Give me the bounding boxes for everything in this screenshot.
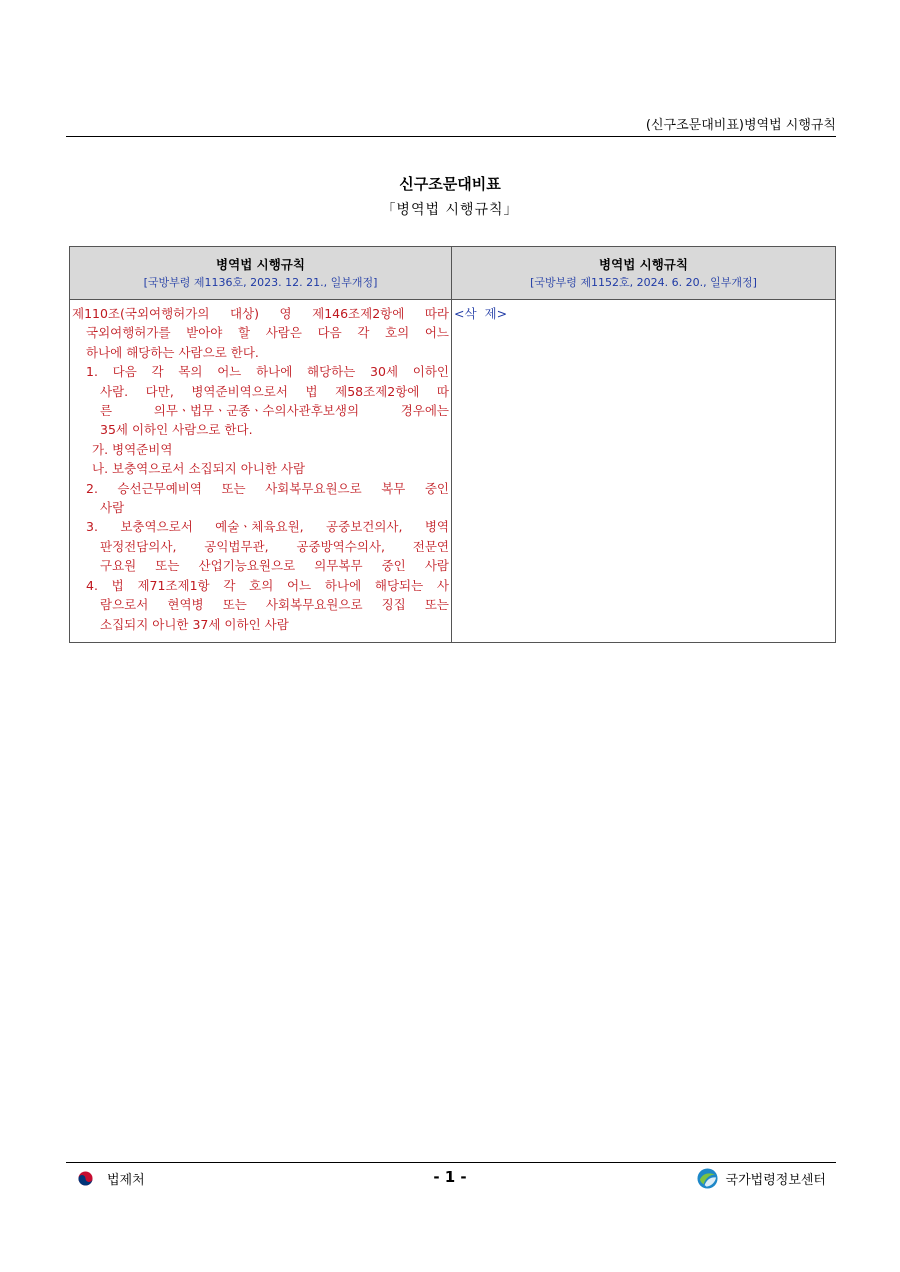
text-line: 국외여행허가를 받아야 할 사람은 다음 각 호의 어느 bbox=[86, 325, 449, 341]
footer-left-label: 법제처 bbox=[107, 1173, 145, 1188]
text-line: 35세 이하인 사람으로 한다. bbox=[100, 422, 253, 438]
table-header-row bbox=[70, 247, 836, 300]
text-line: 람으로서 현역병 또는 사회복무요원으로 징집 또는 bbox=[100, 597, 449, 613]
article-heading-line: 제110조(국외여행허가의 대상) 영 제146조제2항에 따라 bbox=[72, 306, 449, 321]
text-line: 사람 bbox=[100, 500, 125, 516]
new-column-header bbox=[452, 247, 836, 300]
text-line: 른 의무ㆍ법무ㆍ군종ㆍ수의사관후보생의 경우에는 bbox=[100, 403, 449, 419]
text-line: 소집되지 아니한 37세 이하인 사람 bbox=[100, 616, 289, 632]
globe-logo-icon bbox=[697, 1168, 718, 1189]
document-title: 신구조문대비표 bbox=[399, 175, 501, 193]
text-line: 구요원 또는 산업기능요원으로 의무복무 중인 사람 bbox=[100, 558, 449, 574]
footer-right-label: 국가법령정보센터 bbox=[725, 1173, 826, 1188]
old-column-header bbox=[70, 247, 452, 300]
new-column-meta: [국방부령 제1152호, 2024. 6. 20., 일부개정] bbox=[530, 275, 757, 289]
item-4-line: 4. 법 제71조제1항 각 호의 어느 하나에 해당되는 사 bbox=[86, 577, 449, 593]
document-subtitle: 「병역법 시행규칙」 bbox=[381, 202, 519, 218]
item-3-line: 3. 보충역으로서 예술ㆍ체육요원, 공중보건의사, 병역 bbox=[86, 519, 449, 535]
new-text-cell bbox=[452, 300, 836, 643]
text-line: 하나에 해당하는 사람으로 한다. bbox=[86, 344, 259, 360]
deleted-marker: <삭 제> bbox=[454, 306, 508, 321]
old-text-cell bbox=[70, 300, 452, 643]
item-2-line: 2. 승선근무예비역 또는 사회복무요원으로 복무 중인 bbox=[86, 480, 449, 496]
old-column-title: 병역법 시행규칙 bbox=[216, 256, 305, 272]
item-1-line: 1. 다음 각 목의 어느 하나에 해당하는 30세 이하인 bbox=[86, 364, 449, 380]
text-line: 사람. 다만, 병역준비역으로서 법 제58조제2항에 따 bbox=[100, 383, 449, 399]
table-body-row bbox=[70, 300, 836, 643]
text-line: 판정전담의사, 공익법무관, 공중방역수의사, 전문연 bbox=[100, 538, 449, 554]
page-number: - 1 - bbox=[433, 1168, 467, 1186]
new-column-title: 병역법 시행규칙 bbox=[599, 256, 688, 272]
footer-divider bbox=[66, 1162, 836, 1163]
running-header: (신구조문대비표)병역법 시행규칙 bbox=[645, 118, 836, 133]
old-column-meta: [국방부령 제1136호, 2023. 12. 21., 일부개정] bbox=[143, 275, 378, 289]
footer-right bbox=[697, 1168, 826, 1189]
header-divider bbox=[66, 136, 836, 137]
sub-item-na-line: 나. 보충역으로서 소집되지 아니한 사람 bbox=[92, 461, 306, 477]
sub-item-ga-line: 가. 병역준비역 bbox=[92, 441, 173, 457]
comparison-table bbox=[69, 246, 836, 643]
